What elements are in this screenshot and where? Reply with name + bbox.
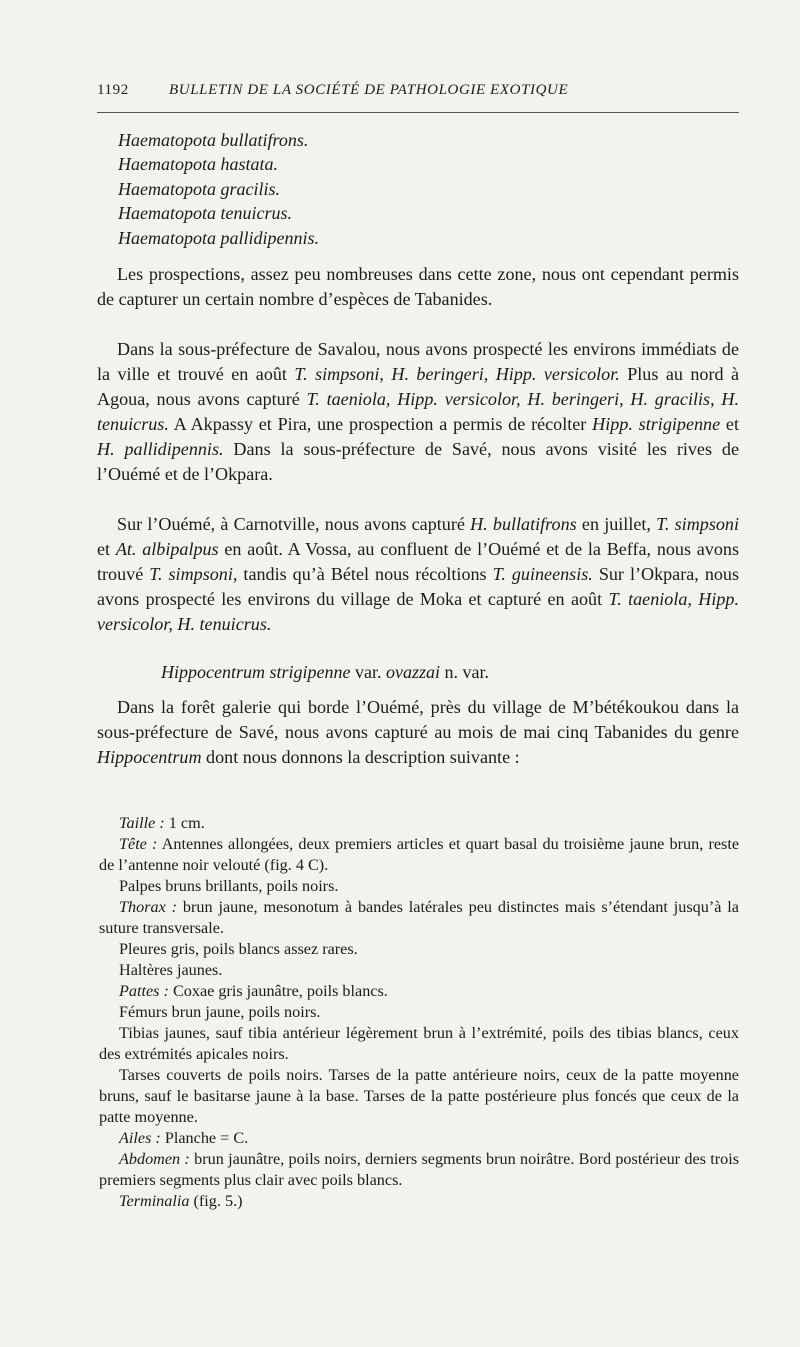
desc-taille: Taille : 1 cm.	[119, 814, 205, 832]
desc-tete: Tête : Antennes allongées, deux premiers articles et quart basal du troisième jaune brun, reste de l’antenne noir velouté (fig. 4 C).	[99, 835, 740, 874]
desc-ailes: Ailes : Planche = C.	[119, 1129, 249, 1147]
desc-halteres: Haltères jaunes.	[119, 961, 223, 979]
desc-terminalia: Terminalia (fig. 5.)	[119, 1192, 243, 1210]
species-list-item: Haematopota hastata.	[118, 154, 278, 175]
species-description	[99, 813, 739, 1212]
desc-abdomen: Abdomen : brun jaunâtre, poils noirs, derniers segments brun noirâtre. Bord postérieur des trois premiers segments plus clair avec poils blancs.	[99, 1150, 740, 1189]
section-heading: Hippocentrum strigipenne var. ovazzai n. var.	[161, 662, 489, 682]
paragraph-oueme	[97, 512, 739, 637]
desc-palpes: Palpes bruns brillants, poils noirs.	[119, 877, 339, 895]
paragraph-text: Dans la sous-préfecture de Savalou, nous avons prospecté les environs immédiats de la ville et trouvé en août T. simpsoni, H. beringeri, Hipp. versicolor. Plus au nord à Agoua, nous avons capturé T. taeniola, Hipp. versicolor, H. beringeri, H. gracilis, H. tenuicrus. A Akpassy et Pira, une prospection a permis de récolter Hipp. strigipenne et H. pallidipennis. Dans la sous-préfecture de Savé, nous avons visité les rives de l’Ouémé et de l’Okpara.	[97, 339, 739, 484]
species-list-item: Haematopota bullatifrons.	[118, 130, 309, 150]
desc-femurs: Fémurs brun jaune, poils noirs.	[119, 1003, 321, 1021]
heading-variety: ovazzai	[385, 662, 440, 682]
desc-thorax: Thorax : brun jaune, mesonotum à bandes latérales peu distinctes mais s’étendant jusqu’à la suture transversale.	[99, 898, 739, 937]
paragraph-prospections	[97, 262, 739, 312]
paragraph-text: Les prospections, assez peu nombreuses dans cette zone, nous ont cependant permis de capturer un certain nombre d’espèces de Tabanides.	[97, 264, 739, 309]
desc-pattes: Pattes : Coxae gris jaunâtre, poils blancs.	[119, 982, 388, 1000]
heading-species: Hippocentrum strigipenne	[161, 662, 351, 682]
species-list	[118, 128, 319, 250]
paragraph-text: Dans la forêt galerie qui borde l’Ouémé, près du village de M’bétékoukou dans la sous-préfecture de Savé, nous avons capturé au mois de mai cinq Tabanides du genre Hippocentrum dont nous donnons la description suivante :	[97, 697, 739, 767]
header-rule	[97, 112, 739, 113]
desc-pleures: Pleures gris, poils blancs assez rares.	[119, 940, 358, 958]
desc-tibias: Tibias jaunes, sauf tibia antérieur légèrement brun à l’extrémité, poils des tibias blancs, ceux des extrémités apicales noirs.	[99, 1024, 739, 1063]
species-list-item: Haematopota gracilis.	[118, 178, 280, 199]
page-number: 1192	[97, 82, 129, 98]
desc-tarses: Tarses couverts de poils noirs. Tarses de la patte antérieure noirs, ceux de la patte moyenne bruns, sauf le basitarse jaune à la base. Tarses de la patte postérieure plus foncés que ceux de la patte moyenne.	[99, 1066, 739, 1126]
paragraph-mbetekoukou	[97, 695, 739, 770]
paragraph-text: Sur l’Ouémé, à Carnotville, nous avons capturé H. bullatifrons en juillet, T. simpsoni et At. albipalpus en août. A Vossa, au confluent de l’Ouémé et de la Beffa, nous avons trouvé T. simpsoni, tandis qu’à Bétel nous récoltions T. guineensis. Sur l’Okpara, nous avons prospecté les environs du village de Moka et capturé en août T. taeniola, Hipp. versicolor, H. tenuicrus.	[97, 514, 739, 634]
journal-title: BULLETIN DE LA SOCIÉTÉ DE PATHOLOGIE EXOTIQUE	[169, 82, 569, 98]
species-list-item: Haematopota tenuicrus.	[118, 203, 292, 224]
species-list-item: Haematopota pallidipennis.	[118, 227, 319, 248]
paragraph-savalou	[97, 337, 739, 487]
